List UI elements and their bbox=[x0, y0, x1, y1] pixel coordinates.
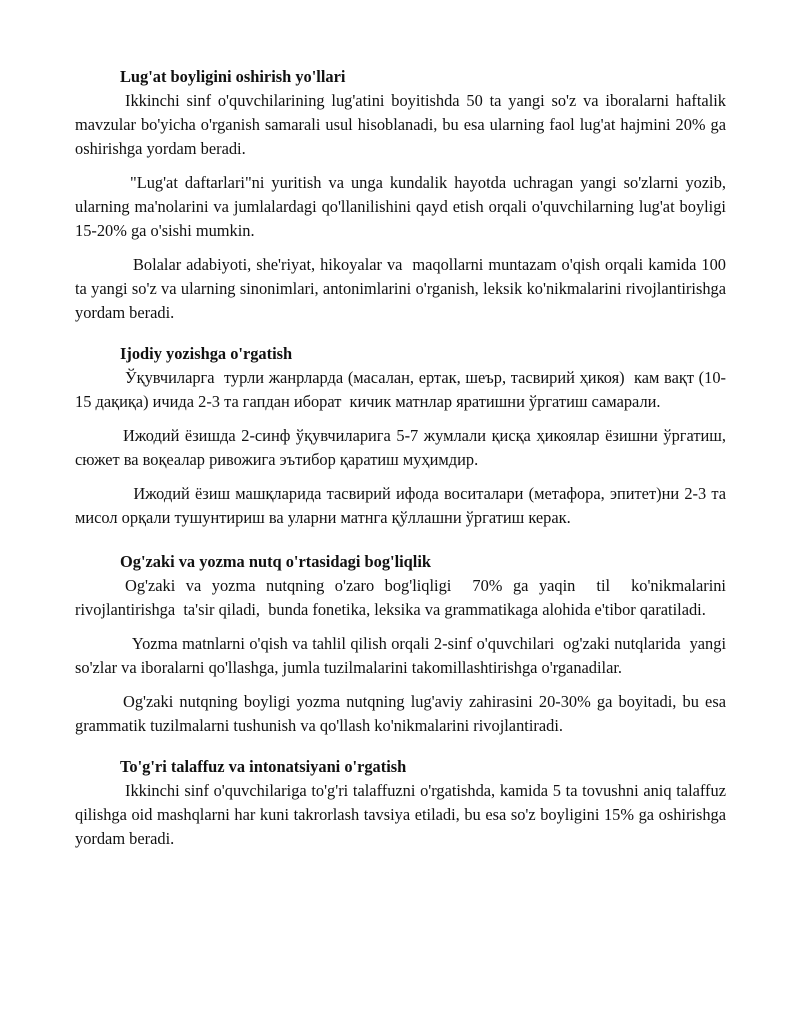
paragraph: Ikkinchi sinf o'quvchilariga to'g'ri talaffuzni o'rgatishda, kamida 5 ta tovushni aniq talaffuz qilishga oid mashqlarni har kuni takrorlash tavsiya etiladi, bu esa so'z boyligini 15% ga oshirishga yordam beradi. bbox=[75, 781, 731, 848]
paragraph: Og'zaki va yozma nutqning o'zaro bog'liqligi 70% ga yaqin til ko'nikmalarini rivojlantirishga ta'sir qiladi, bunda fonetika, leksika va grammatikaga alohida e'tibor qaratiladi. bbox=[75, 576, 731, 619]
section-vocabulary bbox=[75, 65, 731, 325]
section-heading: To'g'ri talaffuz va intonatsiyani o'rgatish bbox=[120, 757, 407, 776]
paragraph: Og'zaki nutqning boyligi yozma nutqning lug'aviy zahirasini 20-30% ga boyitadi, bu esa grammatik tuzilmalarni tushunish va qo'llash ko'nikmalarini rivojlantiradi. bbox=[75, 692, 731, 735]
paragraph: Ikkinchi sinf o'quvchilarining lug'atini boyitishda 50 ta yangi so'z va iboralarni haftalik mavzular bo'yicha o'rganish samarali usul hisoblanadi, bu esa ularning faol lug'at hajmini 20% ga oshirishga yordam beradi. bbox=[75, 91, 731, 158]
paragraph: Ижодий ёзиш машқларида тасвирий ифода воситалари (метафора, эпитет)ни 2-3 та мисол орқали тушунтириш ва уларни матнга қўллашни ўргатиш керак. bbox=[75, 484, 731, 527]
section-pronunciation bbox=[75, 755, 731, 851]
section-heading: Ijodiy yozishga o'rgatish bbox=[120, 344, 293, 363]
section-heading: Lug'at boyligini oshirish yo'llari bbox=[120, 67, 346, 86]
paragraph: "Lug'at daftarlari"ni yuritish va unga kundalik hayotda uchragan yangi so'zlarni yozib, ularning ma'nolarini va jumlalardagi qo'llanilishini qayd etish orqali o'quvchilarning lug'at boyligi 15-20% ga o'sishi mumkin. bbox=[75, 173, 731, 240]
paragraph: Ўқувчиларга турли жанрларда (масалан, ертак, шеър, тасвирий ҳикоя) кам вақт (10-15 дақиқа) ичида 2-3 та гапдан иборат кичик матнлар яратишни ўргатиш самарали. bbox=[75, 368, 726, 411]
section-oral-written-speech bbox=[75, 550, 731, 738]
paragraph: Ижодий ёзишда 2-синф ўқувчиларига 5-7 жумлали қисқа ҳикоялар ёзишни ўргатиш, сюжет ва воқеалар ривожига эътибор қаратиш муҳимдир. bbox=[75, 426, 731, 469]
section-creative-writing bbox=[75, 342, 731, 530]
section-heading: Og'zaki va yozma nutq o'rtasidagi bog'liqlik bbox=[120, 552, 432, 571]
paragraph: Yozma matnlarni o'qish va tahlil qilish orqali 2-sinf o'quvchilari og'zaki nutqlarida yangi so'zlar va iboralarni qo'llashga, jumla tuzilmalarini takomillashtirishga o'rganadilar. bbox=[75, 634, 731, 677]
paragraph: Bolalar adabiyoti, she'riyat, hikoyalar va maqollarni muntazam o'qish orqali kamida 100 ta yangi so'z va ularning sinonimlari, antonimlarini o'rganish, leksik ko'nikmalarini rivojlantirishga yordam beradi. bbox=[75, 255, 731, 322]
